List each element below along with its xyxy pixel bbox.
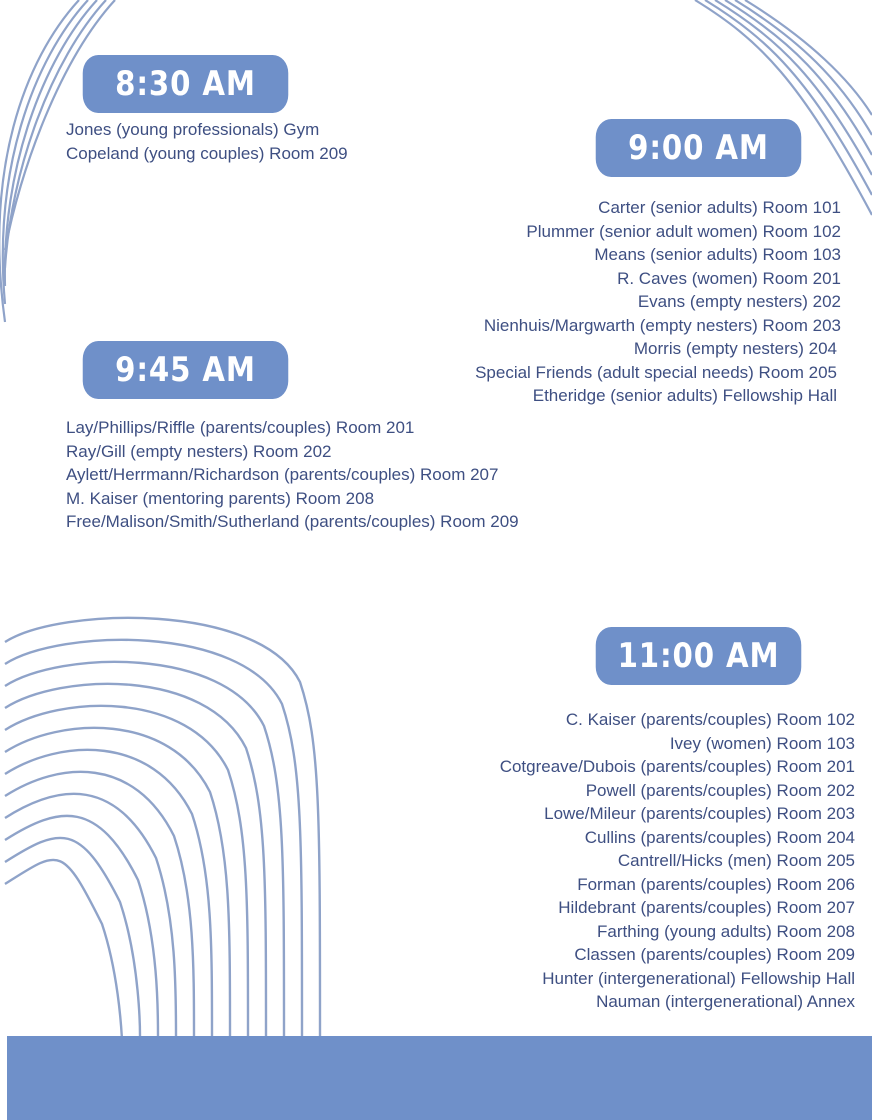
list-item: Nauman (intergenerational) Annex [596,992,855,1011]
arch-line [5,684,266,1036]
arch-line [5,794,176,1036]
list-item: Ivey (women) Room 103 [669,733,855,753]
arch-line [5,640,302,1036]
list-item: Cantrell/Hicks (men) Room 205 [617,851,855,870]
arch-line [5,772,194,1036]
time-badge-900: 9:00 AM [596,119,802,177]
list-item: Ray/Gill (empty nesters) Room 202 [66,441,332,461]
list-item: Hunter (intergenerational) Fellowship Hall [542,968,855,988]
arch-line [5,618,320,1036]
session-list-1100 [500,708,855,1014]
wave-line [735,0,872,135]
list-item: Cullins (parents/couples) Room 204 [584,827,855,847]
list-item: Morris (empty nesters) 204 [633,339,837,358]
arch-line [5,750,212,1036]
list-item: Lowe/Mileur (parents/couples) Room 203 [544,804,855,823]
list-item: Forman (parents/couples) Room 206 [577,874,855,894]
list-item: Evans (empty nesters) 202 [637,292,841,311]
list-item: Plummer (senior adult women) Room 102 [526,221,841,241]
arch-line [5,706,248,1036]
list-item: Free/Malison/Smith/Sutherland (parents/couples) Room 209 [66,512,519,531]
list-item: C. Kaiser (parents/couples) Room 102 [565,710,855,729]
list-item: Hildebrant (parents/couples) Room 207 [558,898,855,917]
list-item: M. Kaiser (mentoring parents) Room 208 [66,488,375,508]
list-item: Etheridge (senior adults) Fellowship Hall [532,386,837,405]
list-item: Lay/Phillips/Riffle (parents/couples) Room 201 [66,418,415,437]
footer-band [7,1036,872,1120]
list-item: Copeland (young couples) Room 209 [66,143,348,163]
list-item: Farthing (young adults) Room 208 [597,921,855,941]
list-item: Means (senior adults) Room 103 [594,245,841,264]
list-item: Classen (parents/couples) Room 209 [574,945,855,964]
time-badge-945: 9:45 AM [83,341,289,399]
list-item: Special Friends (adult special needs) Room 205 [475,362,837,382]
session-list-945 [66,416,519,534]
time-badge-830: 8:30 AM [83,55,289,113]
arch-line [5,662,284,1036]
list-item: Nienhuis/Margwarth (empty nesters) Room 203 [483,315,841,335]
arch-line [5,728,230,1036]
list-item: R. Caves (women) Room 201 [617,268,841,288]
list-item: Powell (parents/couples) Room 202 [585,780,855,800]
wave-line [745,0,872,115]
list-item: Aylett/Herrmann/Richardson (parents/couples) Room 207 [66,465,499,484]
session-list-900 [475,196,841,408]
list-item: Carter (senior adults) Room 101 [598,198,841,217]
list-item: Jones (young professionals) Gym [66,120,320,139]
arch-line [5,860,122,1039]
list-item: Cotgreave/Dubois (parents/couples) Room 201 [499,757,855,776]
session-list-830 [66,118,348,165]
arch-line [5,838,140,1036]
arch-line [5,816,158,1036]
wave-line [695,0,872,215]
time-badge-1100: 11:00 AM [596,627,802,685]
